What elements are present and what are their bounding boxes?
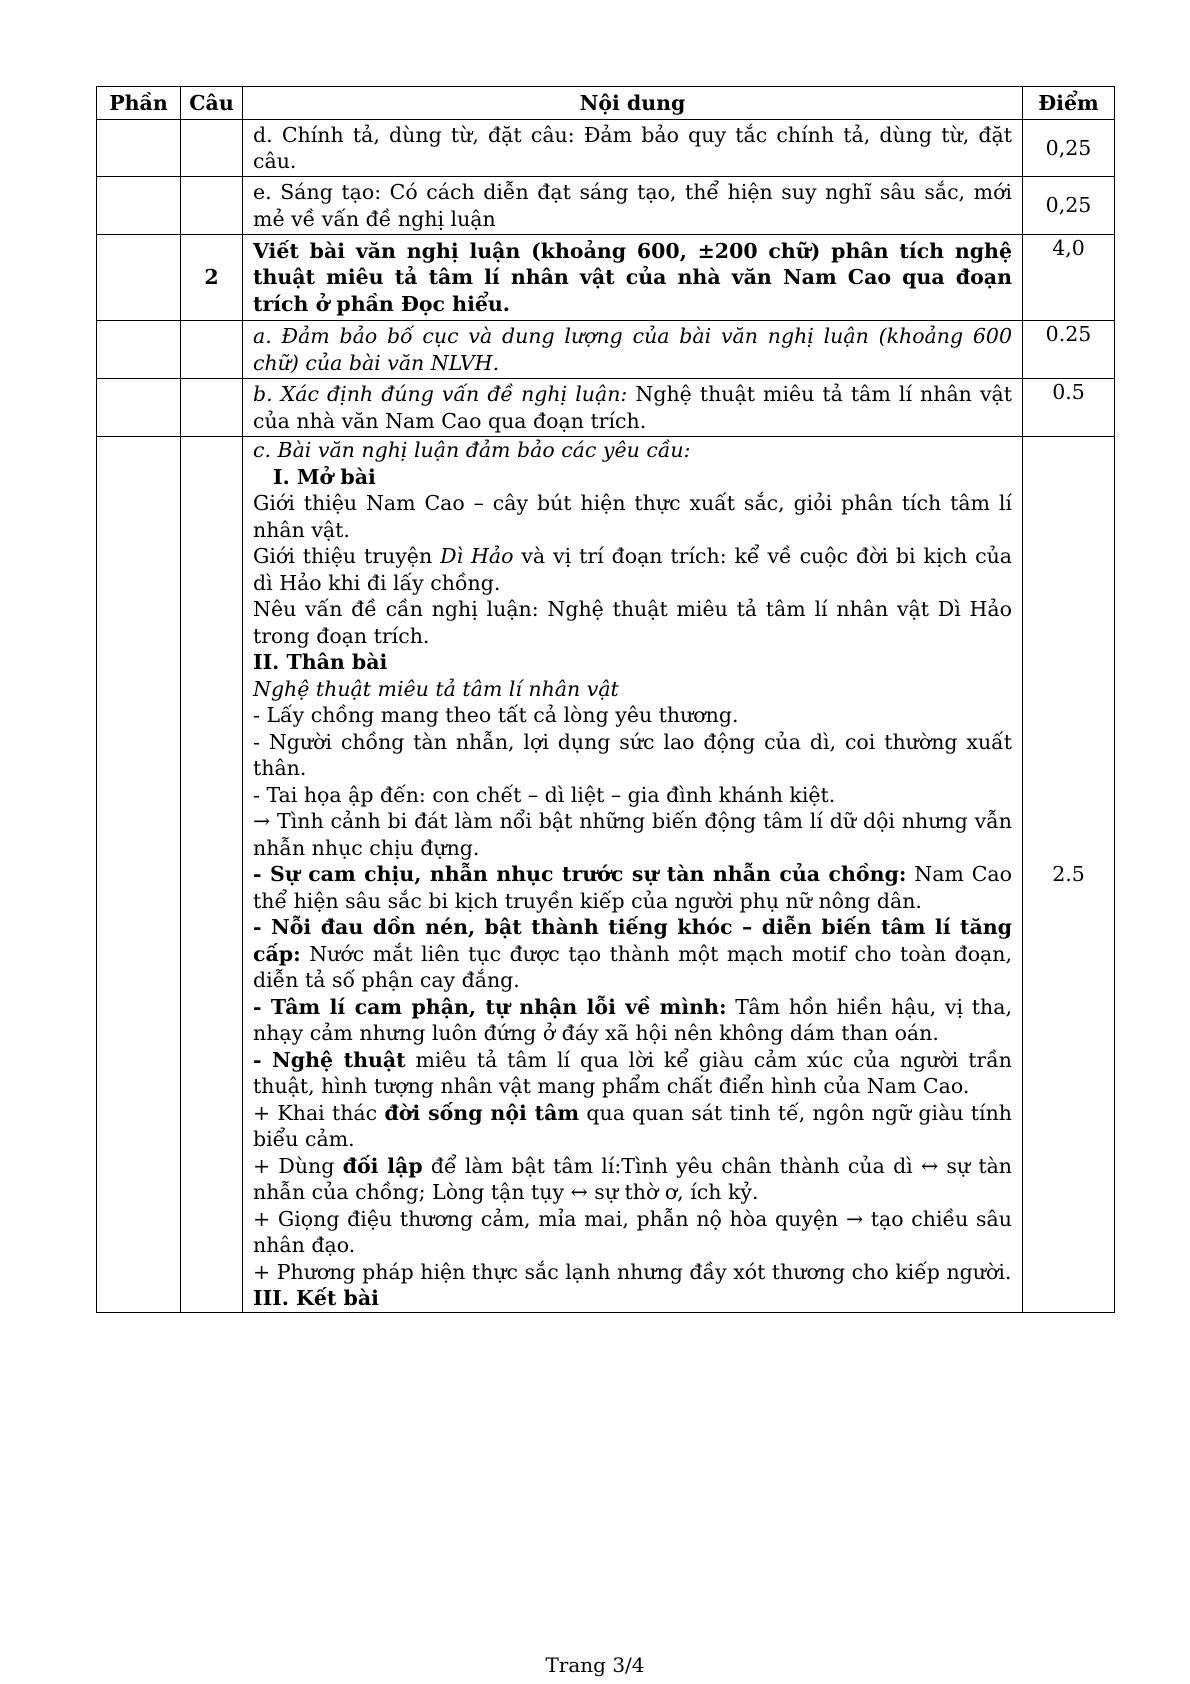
criterion-b-lead: b. Xác định đúng vấn đề nghị luận: (253, 382, 628, 406)
than-bai-text: miêu tả tâm lí qua lời kể giàu cảm xúc của người trần thuật, hình tượng nhân vật mang phẩm chất điển hình của Nam Cao. (253, 1047, 1012, 1098)
cell-cau-number: 2 (181, 235, 243, 321)
than-bai-text: Tâm hồn hiền hậu, vị tha, nhạy cảm nhưng luôn đứng ở đáy xã hội nên không dám than oán. (253, 994, 1012, 1045)
than-bai-item: - Lấy chồng mang theo tất cả lòng yêu thương. (253, 703, 739, 727)
cell-diem: 0.5 (1023, 379, 1115, 437)
than-bai-bold: đối lập (342, 1153, 423, 1178)
cell-content-b (243, 379, 1023, 437)
cell-phan (97, 235, 181, 321)
table-row (97, 177, 1115, 235)
cell-content-question (243, 235, 1023, 321)
cell-diem: 2.5 (1023, 437, 1115, 1313)
than-bai-item (253, 1047, 1012, 1100)
grading-table (96, 86, 1115, 1313)
criterion-b-rest: Nghệ thuật miêu tả tâm lí nhân vật của nhà văn Nam Cao qua đoạn trích. (253, 382, 1012, 433)
cell-cau (181, 321, 243, 379)
header-diem: Điểm (1023, 87, 1115, 120)
than-bai-item (253, 914, 1012, 994)
heading-than-bai: II. Thân bài (253, 650, 388, 674)
mo-bai-item: Nêu vấn đề cần nghị luận: Nghệ thuật miêu tả tâm lí nhân vật Dì Hảo trong đoạn trích. (253, 597, 1012, 648)
than-bai-item (253, 1153, 1012, 1206)
mo-bai-item (253, 543, 1012, 596)
cell-diem: 4,0 (1023, 235, 1115, 321)
than-bai-bold: - Nghệ thuật (253, 1047, 406, 1072)
header-cau: Câu (181, 87, 243, 120)
header-phan: Phần (97, 87, 181, 120)
page-number: Trang 3/4 (545, 1653, 645, 1677)
than-bai-text: để làm bật tâm lí:Tình yêu chân thành của dì ↔ sự tàn nhẫn của chồng; Lòng tận tụy ↔ sự thờ ơ, ích kỷ. (253, 1153, 1012, 1204)
cell-content-c (243, 437, 1023, 1313)
cell-cau (181, 120, 243, 177)
than-bai-bold: - Tâm lí cam phận, tự nhận lỗi về mình: (253, 994, 727, 1019)
table-row (97, 379, 1115, 437)
than-bai-text: + Dùng (253, 1153, 343, 1178)
table-row (97, 437, 1115, 1313)
than-bai-bold: đời sống nội tâm (384, 1100, 580, 1125)
story-title: Dì Hảo (440, 544, 514, 568)
mo-bai-item: Giới thiệu Nam Cao – cây bút hiện thực xuất sắc, giỏi phân tích tâm lí nhân vật. (253, 491, 1012, 542)
than-bai-text: qua quan sát tinh tế, ngôn ngữ giàu tính biểu cảm. (253, 1100, 1012, 1151)
than-bai-subheading: Nghệ thuật miêu tả tâm lí nhân vật (253, 676, 619, 701)
table-row (97, 235, 1115, 321)
cell-diem: 0.25 (1023, 321, 1115, 379)
heading-mo-bai: I. Mở bài (273, 464, 376, 489)
cell-content-e (243, 177, 1023, 235)
mo-bai-text: và vị trí đoạn trích: kể về cuộc đời bi kịch của dì Hảo khi đi lấy chồng. (253, 544, 1013, 595)
cell-cau (181, 379, 243, 437)
than-bai-item (253, 1100, 1012, 1153)
than-bai-item: + Phương pháp hiện thực sắc lạnh nhưng đầy xót thương cho kiếp người. (253, 1259, 1012, 1284)
criterion-a-text: a. Đảm bảo bố cục và dung lượng của bài văn nghị luận (khoảng 600 chữ) của bài văn NLVH. (253, 324, 1012, 375)
than-bai-item: - Người chồng tàn nhẫn, lợi dụng sức lao động của dì, coi thường xuất thân. (253, 729, 1012, 780)
cell-diem: 0,25 (1023, 120, 1115, 177)
cell-phan (97, 437, 181, 1313)
than-bai-bold: - Nỗi đau dồn nén, bật thành tiếng khóc – diễn biến tâm lí tăng cấp: (253, 915, 1012, 966)
than-bai-item (253, 861, 1012, 914)
header-row (97, 87, 1115, 120)
criterion-b-text (253, 381, 1012, 434)
table-row (97, 321, 1115, 379)
heading-ket-bai: III. Kết bài (253, 1286, 379, 1310)
criterion-e-text: e. Sáng tạo: Có cách diễn đạt sáng tạo, thể hiện suy nghĩ sâu sắc, mới mẻ về vấn đề nghị luận (253, 180, 1012, 231)
cell-phan (97, 379, 181, 437)
than-bai-item: - Tai họa ập đến: con chết – dì liệt – gia đình khánh kiệt. (253, 782, 836, 807)
than-bai-item (253, 994, 1012, 1047)
cell-diem: 0,25 (1023, 177, 1115, 235)
mo-bai-text: Giới thiệu truyện (253, 544, 441, 568)
cell-cau (181, 437, 243, 1313)
than-bai-text: Nam Cao thể hiện sâu sắc bi kịch truyền kiếp của người phụ nữ nông dân. (253, 862, 1012, 913)
cell-phan (97, 177, 181, 235)
than-bai-text: Nước mắt liên tục được tạo thành một mạch motif cho toàn đoạn, diễn tả số phận cay đắng. (253, 941, 1012, 992)
cell-content-d (243, 120, 1023, 177)
cell-phan (97, 120, 181, 177)
table-row (97, 120, 1115, 177)
cell-content-a (243, 321, 1023, 379)
cell-phan (97, 321, 181, 379)
question-2-text: Viết bài văn nghị luận (khoảng 600, ±200 chữ) phân tích nghệ thuật miêu tả tâm lí nhân vật của nhà văn Nam Cao qua đoạn trích ở phần Đọc hiểu. (253, 238, 1012, 316)
than-bai-item: → Tình cảnh bi đát làm nổi bật những biến động tâm lí dữ dội nhưng vẫn nhẫn nhục chịu đựng. (253, 809, 1012, 860)
cell-cau (181, 177, 243, 235)
than-bai-text: + Khai thác (253, 1100, 385, 1125)
header-noi-dung: Nội dung (243, 87, 1023, 120)
than-bai-bold: - Sự cam chịu, nhẫn nhục trước sự tàn nhẫn của chồng: (253, 862, 907, 886)
criterion-c-intro: c. Bài văn nghị luận đảm bảo các yêu cầu: (253, 438, 691, 462)
than-bai-item: + Giọng điệu thương cảm, mỉa mai, phẫn nộ hòa quyện → tạo chiều sâu nhân đạo. (253, 1206, 1012, 1257)
criterion-d-text: d. Chính tả, dùng từ, đặt câu: Đảm bảo quy tắc chính tả, dùng từ, đặt câu. (253, 122, 1012, 173)
